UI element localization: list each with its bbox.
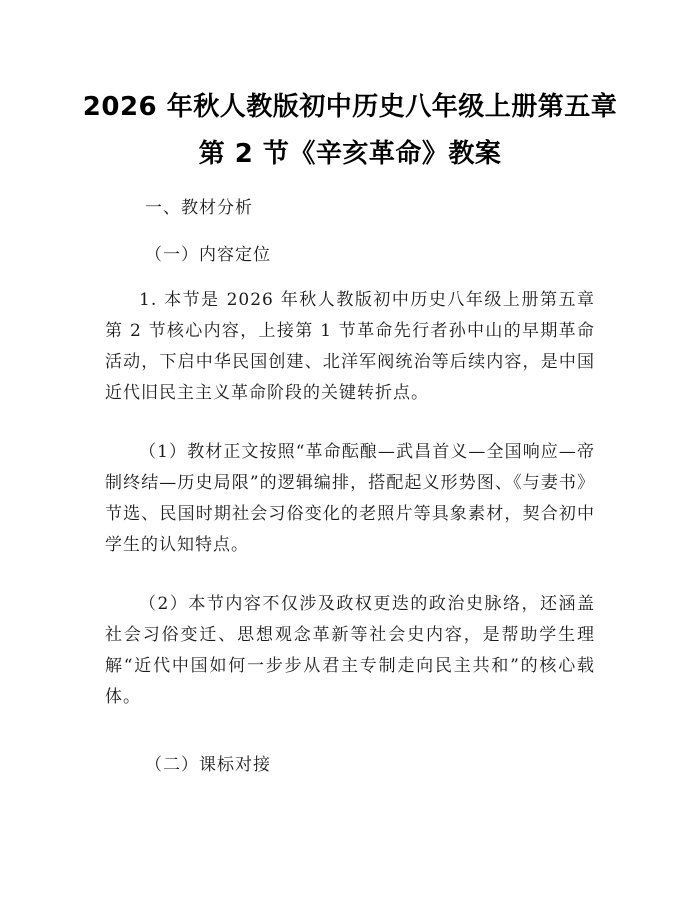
- section-heading-textbook-analysis: 一、教材分析: [145, 198, 253, 218]
- document-title-line-2: 第 2 节《辛亥革命》教案: [198, 139, 502, 169]
- document-title-line-1: 2026 年秋人教版初中历史八年级上册第五章: [82, 92, 618, 122]
- paragraph-3: （2）本节内容不仅涉及政权更迭的政治史脉络，还涵盖社会习俗变迁、思想观念革新等社会史内容，是帮助学生理解“近代中国如何一步步从君主专制走向民主共和”的核心载体。: [105, 594, 595, 707]
- paragraph-1: 1. 本节是 2026 年秋人教版初中历史八年级上册第五章第 2 节核心内容，上接第 1 节革命先行者孙中山的早期革命活动，下启中华民国创建、北洋军阀统治等后续内容，是中国近代旧民主主义革命阶段的关键转折点。: [105, 290, 595, 403]
- subsection-heading-curriculum-standards: （二）课标对接: [145, 755, 271, 775]
- paragraph-2: （1）教材正文按照“革命酝酿—武昌首义—全国响应—帝制终结—历史局限”的逻辑编排，搭配起义形势图、《与妻书》节选、民国时期社会习俗变化的老照片等具象素材，契合初中学生的认知特点。: [105, 442, 595, 555]
- subsection-heading-content-positioning: （一）内容定位: [145, 245, 271, 265]
